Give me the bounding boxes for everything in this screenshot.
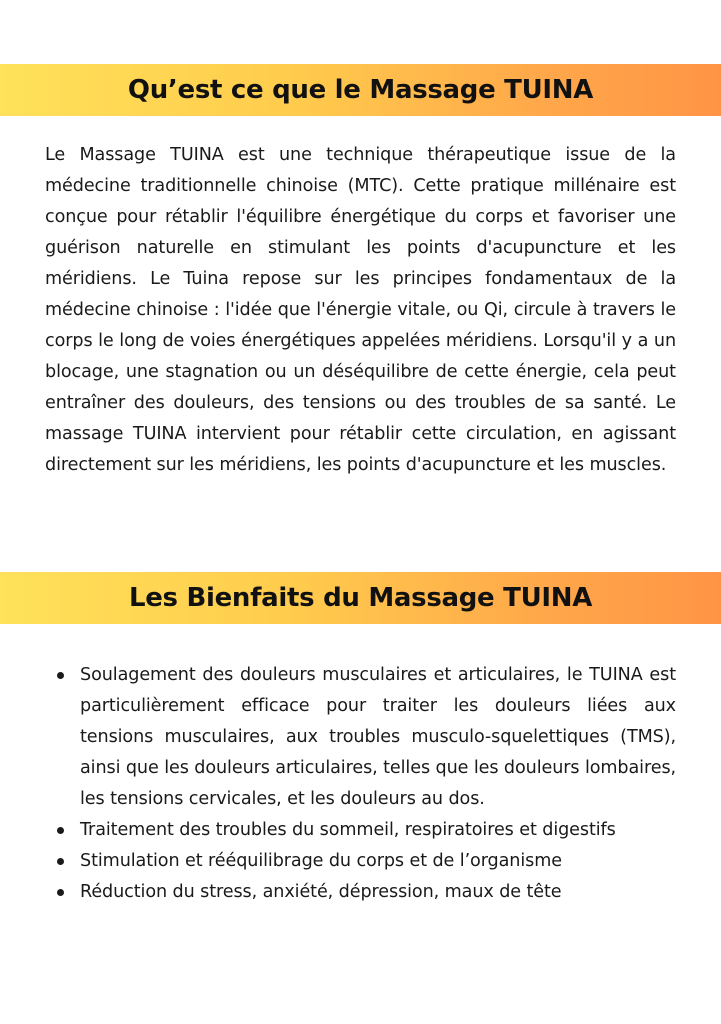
benefit-text: Traitement des troubles du sommeil, respiratoires et digestifs (80, 820, 616, 840)
bullet-icon (57, 858, 64, 865)
benefit-item (45, 660, 676, 815)
benefit-text: Stimulation et rééquilibrage du corps et de l’organisme (80, 851, 562, 871)
benefit-text: Soulagement des douleurs musculaires et articulaires, le TUINA est particulièrement efficace pour traiter les douleurs liées aux tensions musculaires, aux troubles musculo-squelettiques (TMS), ainsi que les douleurs articulaires, telles que les douleurs lombaires, les tensions cervicales, et les douleurs au dos. (80, 665, 677, 809)
benefits-list (45, 660, 676, 908)
bullet-icon (57, 889, 64, 896)
benefit-item (45, 846, 676, 877)
section-title-what-is: Qu’est ce que le Massage TUINA (127, 75, 594, 105)
section-title-benefits: Les Bienfaits du Massage TUINA (128, 583, 593, 613)
benefit-item (45, 877, 676, 908)
bullet-icon (57, 827, 64, 834)
bullet-icon (57, 672, 64, 679)
section-banner-benefits (0, 572, 721, 624)
section-banner-what-is (0, 64, 721, 116)
benefit-item (45, 815, 676, 846)
benefit-text: Réduction du stress, anxiété, dépression, maux de tête (80, 882, 562, 902)
intro-paragraph: Le Massage TUINA est une technique thérapeutique issue de la médecine traditionnelle chinoise (MTC). Cette pratique millénaire est conçue pour rétablir l'équilibre énergétique du corps et favoriser une guérison naturelle en stimulant les points d'acupuncture et les méridiens. Le Tuina repose sur les principes fondamentaux de la médecine chinoise : l'idée que l'énergie vitale, ou Qi, circule à travers le corps le long de voies énergétiques appelées méridiens. Lorsqu'il y a un blocage, une stagnation ou un déséquilibre de cette énergie, cela peut entraîner des douleurs, des tensions ou des troubles de sa santé. Le massage TUINA intervient pour rétablir cette circulation, en agissant directement sur les méridiens, les points d'acupuncture et les muscles. (45, 145, 676, 475)
